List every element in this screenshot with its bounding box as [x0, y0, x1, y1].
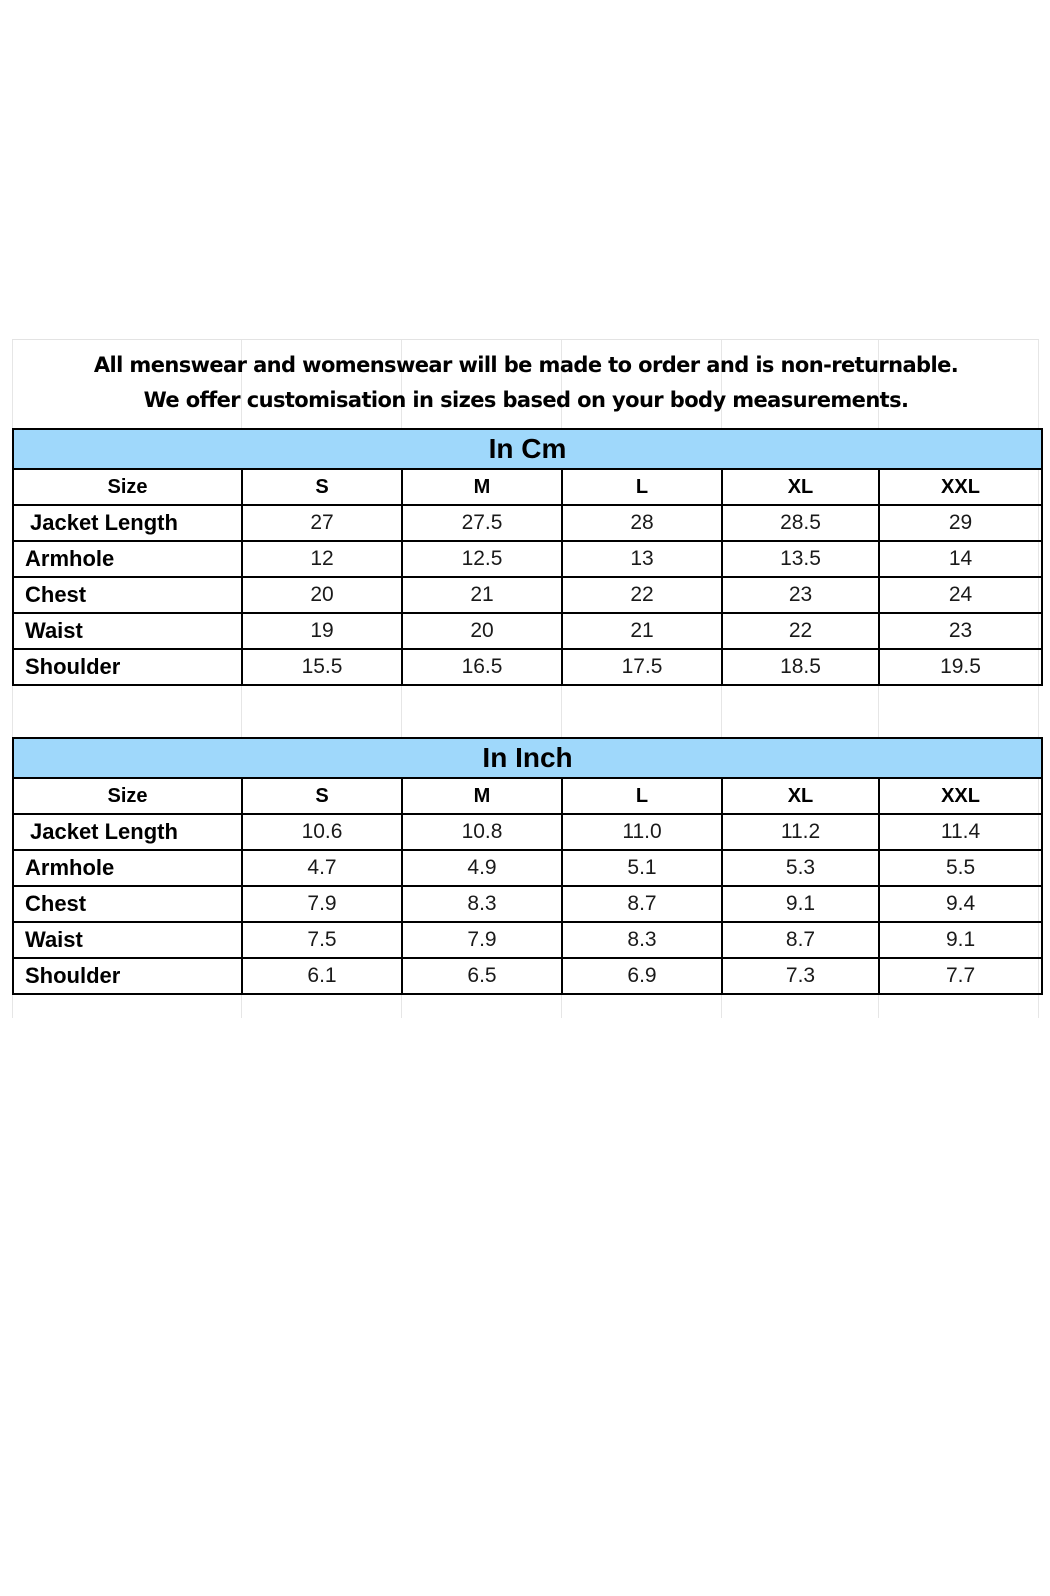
header-row [13, 778, 1042, 814]
table-cell: 7.5 [242, 922, 402, 958]
table-cell: 7.9 [402, 922, 562, 958]
table-title-row [13, 429, 1042, 469]
table-cell: 4.9 [402, 850, 562, 886]
table-cell: 8.7 [562, 886, 722, 922]
table-row [13, 541, 1042, 577]
table-cell: 23 [879, 613, 1042, 649]
table-cell: 8.7 [722, 922, 879, 958]
table-cell: 22 [722, 613, 879, 649]
table-cell: 8.3 [562, 922, 722, 958]
table-cell: 6.1 [242, 958, 402, 994]
order-notice [14, 348, 1038, 418]
column-header-size: Size [13, 469, 242, 505]
table-cell: 11.0 [562, 814, 722, 850]
table-cell: 13.5 [722, 541, 879, 577]
header-row [13, 469, 1042, 505]
table-cell: 7.9 [242, 886, 402, 922]
table-cell: 22 [562, 577, 722, 613]
size-chart-inch [12, 737, 1043, 995]
table-row [13, 958, 1042, 994]
table-row [13, 922, 1042, 958]
table-cell: 14 [879, 541, 1042, 577]
notice-line-1: All menswear and womenswear will be made to order and is non-returnable. [93, 353, 959, 377]
table-cell: 24 [879, 577, 1042, 613]
column-header-m: M [402, 778, 562, 814]
table-cell: 7.7 [879, 958, 1042, 994]
table-cell: 6.9 [562, 958, 722, 994]
row-label: Jacket Length [13, 814, 242, 850]
table-title-row [13, 738, 1042, 778]
row-label: Armhole [13, 850, 242, 886]
table-cell: 27.5 [402, 505, 562, 541]
table-cell: 9.4 [879, 886, 1042, 922]
table-cell: 7.3 [722, 958, 879, 994]
column-header-size: Size [13, 778, 242, 814]
row-label: Waist [13, 613, 242, 649]
table-title: In Inch [13, 738, 1042, 778]
table-row [13, 886, 1042, 922]
table-row [13, 577, 1042, 613]
table-cell: 28.5 [722, 505, 879, 541]
table-cell: 28 [562, 505, 722, 541]
table-cell: 17.5 [562, 649, 722, 685]
table-cell: 4.7 [242, 850, 402, 886]
table-cell: 20 [242, 577, 402, 613]
table-row [13, 505, 1042, 541]
row-label: Jacket Length [13, 505, 242, 541]
table-cell: 27 [242, 505, 402, 541]
column-header-xl: XL [722, 778, 879, 814]
table-cell: 16.5 [402, 649, 562, 685]
table-cell: 11.2 [722, 814, 879, 850]
row-label: Shoulder [13, 958, 242, 994]
row-label: Chest [13, 886, 242, 922]
table-cell: 8.3 [402, 886, 562, 922]
table-cell: 5.5 [879, 850, 1042, 886]
notice-line-2: We offer customisation in sizes based on your body measurements. [143, 388, 909, 412]
table-cell: 9.1 [879, 922, 1042, 958]
table-cell: 19 [242, 613, 402, 649]
table-row [13, 649, 1042, 685]
row-label: Armhole [13, 541, 242, 577]
table-cell: 12 [242, 541, 402, 577]
table-cell: 19.5 [879, 649, 1042, 685]
table-cell: 21 [562, 613, 722, 649]
table-cell: 18.5 [722, 649, 879, 685]
row-label: Waist [13, 922, 242, 958]
column-header-s: S [242, 469, 402, 505]
size-chart-cm [12, 428, 1043, 686]
row-label: Shoulder [13, 649, 242, 685]
table-cell: 13 [562, 541, 722, 577]
table-cell: 20 [402, 613, 562, 649]
column-header-l: L [562, 778, 722, 814]
table-cell: 15.5 [242, 649, 402, 685]
table-cell: 21 [402, 577, 562, 613]
table-row [13, 613, 1042, 649]
table-row [13, 814, 1042, 850]
table-cell: 5.1 [562, 850, 722, 886]
table-cell: 9.1 [722, 886, 879, 922]
table-cell: 12.5 [402, 541, 562, 577]
column-header-m: M [402, 469, 562, 505]
column-header-xxl: XXL [879, 469, 1042, 505]
row-label: Chest [13, 577, 242, 613]
table-cell: 23 [722, 577, 879, 613]
table-title: In Cm [13, 429, 1042, 469]
table-cell: 10.8 [402, 814, 562, 850]
table-cell: 11.4 [879, 814, 1042, 850]
column-header-xl: XL [722, 469, 879, 505]
column-header-l: L [562, 469, 722, 505]
table-cell: 29 [879, 505, 1042, 541]
column-header-s: S [242, 778, 402, 814]
table-row [13, 850, 1042, 886]
table-cell: 5.3 [722, 850, 879, 886]
column-header-xxl: XXL [879, 778, 1042, 814]
table-cell: 6.5 [402, 958, 562, 994]
table-cell: 10.6 [242, 814, 402, 850]
